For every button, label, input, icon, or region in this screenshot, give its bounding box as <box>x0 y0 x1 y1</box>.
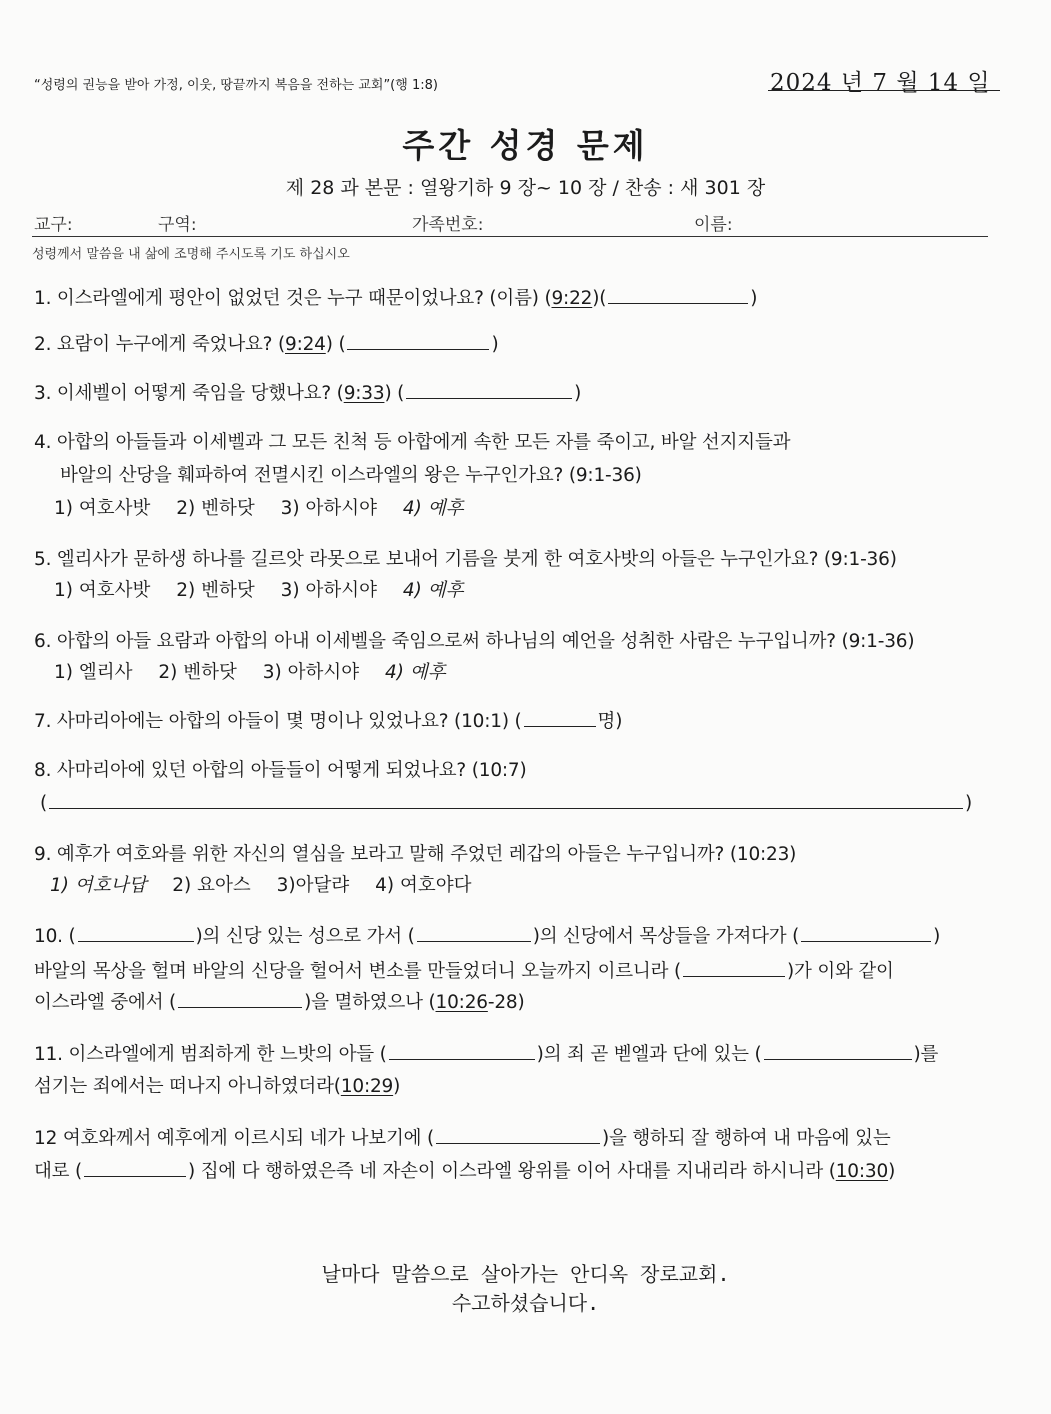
closing-message: 날마다 말씀으로 살아가는 안디옥 장로교회. <box>321 1262 730 1286</box>
answer-blank-10d[interactable] <box>683 958 785 977</box>
prayer-note: 성령께서 말씀을 내 삶에 조명해 주시도록 기도 하십시오 <box>32 247 350 262</box>
answer-blank-8[interactable] <box>49 790 963 809</box>
option[interactable]: 1) 여호나답 <box>50 875 147 896</box>
question-7: 7. 사마리아에는 아합의 아들이 몇 명이나 있었나요? (10:1) ( 명) <box>34 707 622 733</box>
option[interactable]: 4) 예후 <box>402 580 464 601</box>
question-9-options <box>50 871 491 897</box>
thanks-message: 수고하셨습니다. <box>451 1291 600 1315</box>
answer-blank-11a[interactable] <box>389 1041 535 1060</box>
option[interactable]: 1) 엘리사 <box>54 662 133 683</box>
answer-blank-12a[interactable] <box>436 1125 600 1144</box>
info-underline <box>32 236 988 237</box>
question-1: 1. 이스라엘에게 평안이 없었던 것은 누구 때문이었나요? (이름) (9:22)( ) <box>34 284 757 310</box>
answer-blank-11b[interactable] <box>764 1041 912 1060</box>
question-11-line-1: 11. 이스라엘에게 범죄하게 한 느밧의 아들 ( )의 죄 곧 벧엘과 단에 있는 ( )를 <box>34 1040 938 1066</box>
question-6: 6. 아합의 아들 요람과 아합의 아내 이세벨을 죽임으로써 하나님의 예언을 성취한 사람은 누구입니까? (9:1-36) <box>34 631 915 652</box>
question-9: 9. 예후가 여호와를 위한 자신의 열심을 보라고 말해 주었던 레갑의 아들은 누구입니까? (10:23) <box>34 844 797 865</box>
question-5: 5. 엘리사가 문하생 하나를 길르앗 라못으로 보내어 기름을 붓게 한 여호사밧의 아들은 누구인가요? (9:1-36) <box>34 549 897 570</box>
question-3: 3. 이세벨이 어떻게 죽임을 당했나요? (9:33) ( ) <box>34 379 581 405</box>
district-label: 구역: <box>158 215 197 235</box>
option[interactable]: 2) 벤하닷 <box>176 498 255 519</box>
question-4-line-2: 바알의 산당을 훼파하여 전멸시킨 이스라엘의 왕은 누구인가요? (9:1-36) <box>60 465 642 486</box>
question-8-answer: ( ) <box>40 790 972 814</box>
question-5-options <box>54 576 484 602</box>
parish-label: 교구: <box>34 215 73 235</box>
question-10-line-3: 이스라엘 중에서 ( )을 멸하였으나 (10:26-28) <box>34 988 524 1014</box>
option[interactable]: 2) 요아스 <box>172 875 251 896</box>
question-2: 2. 요람이 누구에게 죽었나요? (9:24) ( ) <box>34 330 499 356</box>
answer-blank-1[interactable] <box>608 285 748 304</box>
option[interactable]: 3) 아하시야 <box>262 662 360 683</box>
option[interactable]: 4) 예후 <box>402 498 464 519</box>
answer-blank-10c[interactable] <box>801 923 931 942</box>
question-12-line-1: 12 여호와께서 예후에게 이르시되 네가 나보기에 ( )을 행하되 잘 행하여 내 마음에 있는 <box>34 1124 891 1150</box>
date-underline <box>768 90 1000 91</box>
family-number-label: 가족번호: <box>412 215 484 235</box>
question-11-line-2: 섬기는 죄에서는 떠나지 아니하였더라(10:29) <box>34 1076 401 1097</box>
page-title: 주간 성경 문제 <box>402 126 649 165</box>
answer-blank-10e[interactable] <box>178 989 302 1008</box>
option[interactable]: 3) 아하시야 <box>280 580 377 601</box>
answer-blank-10b[interactable] <box>417 923 531 942</box>
option[interactable]: 3)아달랴 <box>276 875 350 896</box>
answer-blank-12b[interactable] <box>84 1158 186 1177</box>
question-4-options <box>54 494 484 520</box>
question-12-line-2: 대로 ( ) 집에 다 행하였은즉 네 자손이 이스라엘 왕위를 이어 사대를 지내리라 하시니라 (10:30) <box>34 1157 895 1183</box>
option[interactable]: 4) 예후 <box>385 662 446 683</box>
question-8: 8. 사마리아에 있던 아합의 아들들이 어떻게 되었나요? (10:7) <box>34 760 527 781</box>
church-motto: “성령의 권능을 받아 가정, 이웃, 땅끝까지 복음을 전하는 교회”(행 1:8) <box>34 78 438 93</box>
option[interactable]: 3) 아하시야 <box>280 498 377 519</box>
option[interactable]: 2) 벤하닷 <box>176 580 255 601</box>
worksheet-date: 2024 년 7 월 14 일 <box>770 70 991 96</box>
answer-blank-3[interactable] <box>406 380 572 399</box>
question-10-line-2: 바알의 목상을 헐며 바알의 신당을 헐어서 변소를 만들었더니 오늘까지 이르니라 ( )가 이와 같이 <box>34 957 894 983</box>
answer-blank-2[interactable] <box>347 331 489 350</box>
question-4-line-1: 4. 아합의 아들들과 이세벨과 그 모든 친척 등 아합에게 속한 모든 자를 죽이고, 바알 선지지들과 <box>34 432 791 453</box>
option[interactable]: 1) 여호사밧 <box>54 498 151 519</box>
option[interactable]: 4) 여호야다 <box>375 875 472 896</box>
answer-blank-7[interactable] <box>524 708 596 727</box>
lesson-subtitle: 제 28 과 본문 : 열왕기하 9 장~ 10 장 / 찬송 : 새 301 장 <box>285 177 766 199</box>
option[interactable]: 2) 벤하닷 <box>158 662 237 683</box>
name-label: 이름: <box>694 215 733 235</box>
answer-blank-10a[interactable] <box>78 923 194 942</box>
question-10-line-1: 10. ( )의 신당 있는 성으로 가서 ( )의 신당에서 목상들을 가져다가 ( ) <box>34 922 940 948</box>
option[interactable]: 1) 여호사밧 <box>54 580 151 601</box>
question-6-options <box>54 658 466 684</box>
